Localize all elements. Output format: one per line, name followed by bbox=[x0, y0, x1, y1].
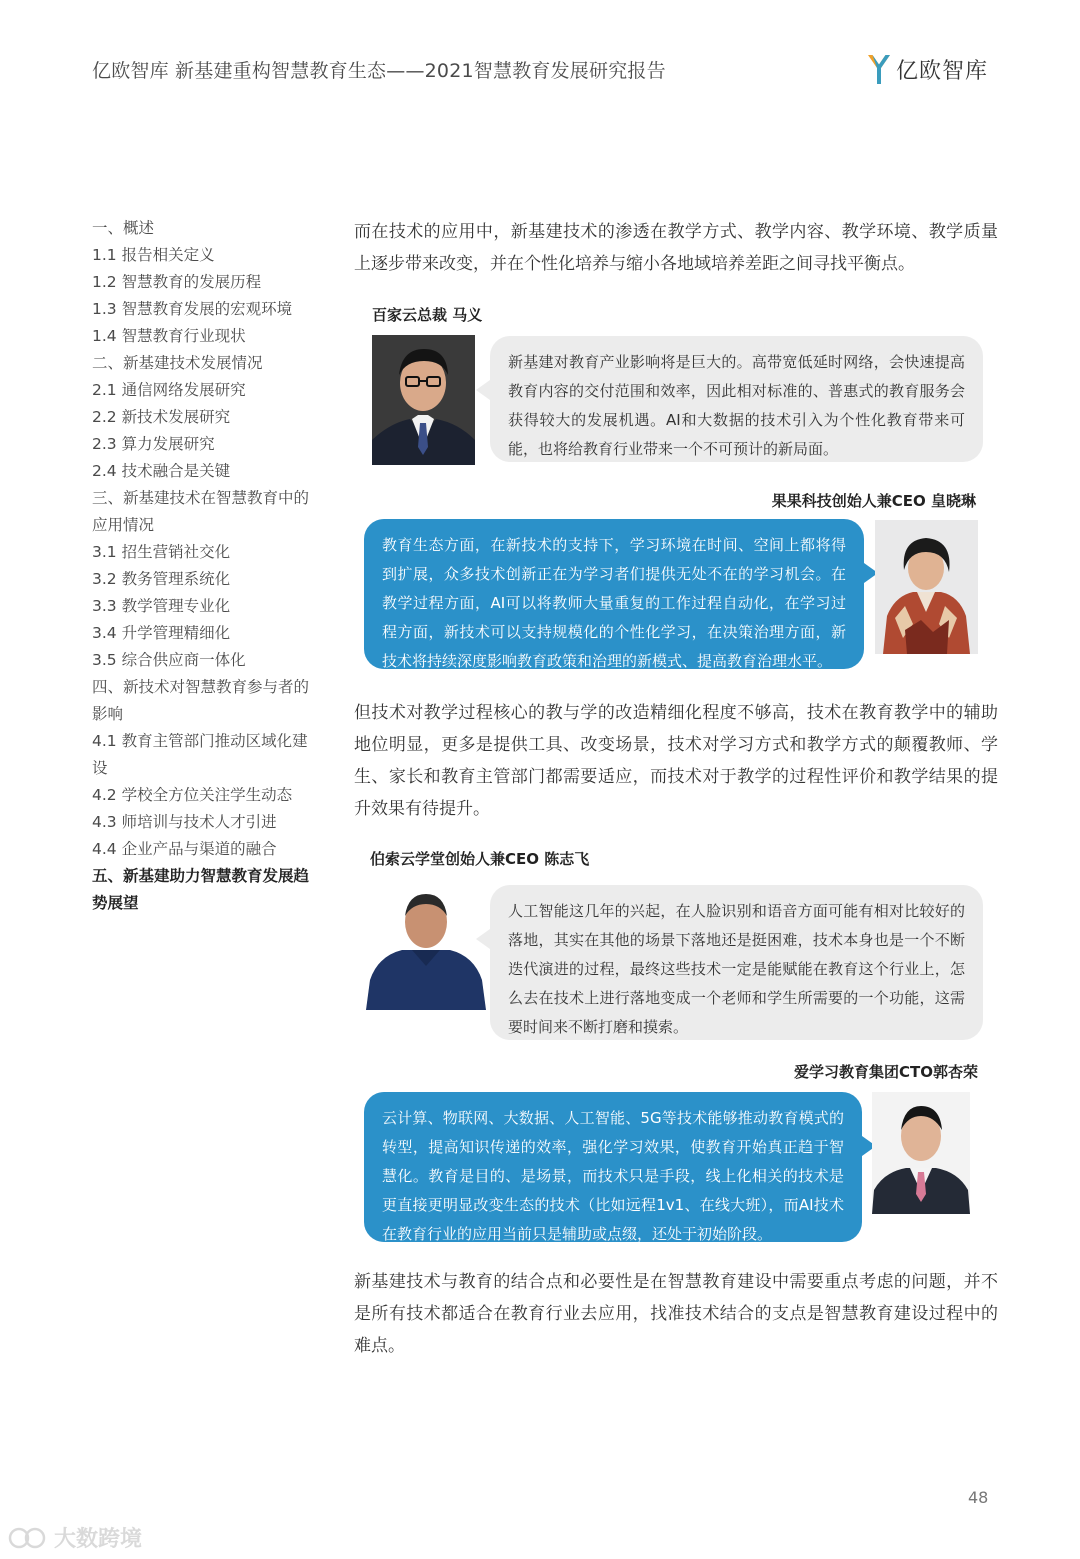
speaker-4-photo bbox=[872, 1092, 970, 1214]
middle-paragraph: 但技术对教学过程核心的教与学的改造精细化程度不够高，技术在教育教学中的辅助地位明显，更多是提供工具、改变场景，技术对学习方式和教学方式的颠覆教师、学生、家长和教育主管部门都需要适应，而技术对于教学的过程性评价和教学结果的提升效果有待提升。 bbox=[354, 703, 998, 819]
toc-item[interactable]: 二、新基建技术发展情况 bbox=[92, 354, 263, 372]
toc-item[interactable]: 三、新基建技术在智慧教育中的应用情况 bbox=[92, 489, 310, 534]
toc-item[interactable]: 3.3 教学管理专业化 bbox=[92, 597, 231, 615]
toc-item[interactable]: 4.4 企业产品与渠道的融合 bbox=[92, 840, 277, 858]
toc-item[interactable]: 2.2 新技术发展研究 bbox=[92, 408, 231, 426]
toc-item[interactable]: 4.1 教育主管部门推动区域化建设 bbox=[92, 732, 308, 777]
toc-item[interactable]: 3.4 升学管理精细化 bbox=[92, 624, 231, 642]
toc-item[interactable]: 3.5 综合供应商一体化 bbox=[92, 651, 246, 669]
toc-item[interactable]: 1.1 报告相关定义 bbox=[92, 246, 215, 264]
toc-item[interactable]: 4.3 师培训与技术人才引进 bbox=[92, 813, 277, 831]
toc-item[interactable]: 一、概述 bbox=[92, 219, 155, 237]
speaker-2-name: 果果科技创始人兼CEO 皇晓琳 bbox=[771, 492, 976, 510]
toc-item[interactable]: 1.3 智慧教育发展的宏观环境 bbox=[92, 300, 293, 318]
quote-2-bubble: 教育生态方面，在新技术的支持下，学习环境在时间、空间上都将得到扩展，众多技术创新正在为学习者们提供无处不在的学习机会。在教学过程方面，AI可以将教师大量重复的工作过程自动化，在学习过程方面，新技术可以支持规模化的个性化学习，在决策治理方面，新技术将持续深度影响教育政策和治理的新模式、提高教育治理水平。 bbox=[364, 519, 864, 669]
speaker-4-name: 爱学习教育集团CTO郭杏荣 bbox=[794, 1063, 978, 1081]
toc-item[interactable]: 1.4 智慧教育行业现状 bbox=[92, 327, 246, 345]
speaker-1-photo bbox=[372, 335, 475, 465]
toc-item[interactable]: 3.1 招生营销社交化 bbox=[92, 543, 231, 561]
speaker-2-photo bbox=[875, 520, 978, 654]
speaker-1-name: 百家云总裁 马义 bbox=[372, 306, 483, 324]
intro-paragraph: 而在技术的应用中，新基建技术的渗透在教学方式、教学内容、教学环境、教学质量上逐步带来改变，并在个性化培养与缩小各地域培养差距之间寻找平衡点。 bbox=[354, 222, 998, 274]
quote-3-bubble: 人工智能这几年的兴起，在人脸识别和语音方面可能有相对比较好的落地，其实在其他的场景下落地还是挺困难，技术本身也是一个不断迭代演进的过程，最终这些技术一定是能赋能在教育这个行业上，怎么去在技术上进行落地变成一个老师和学生所需要的一个功能，这需要时间来不断打磨和摸索。 bbox=[490, 885, 983, 1040]
toc-item[interactable]: 4.2 学校全方位关注学生动态 bbox=[92, 786, 293, 804]
table-of-contents bbox=[92, 215, 322, 917]
logo-text: 亿欧智库 bbox=[896, 58, 989, 84]
toc-item[interactable]: 2.4 技术融合是关键 bbox=[92, 462, 231, 480]
toc-item[interactable]: 1.2 智慧教育的发展历程 bbox=[92, 273, 262, 291]
watermark bbox=[8, 1522, 142, 1553]
toc-item[interactable]: 五、新基建助力智慧教育发展趋势展望 bbox=[92, 867, 310, 912]
page-number: 48 bbox=[968, 1488, 989, 1507]
conclusion-paragraph: 新基建技术与教育的结合点和必要性是在智慧教育建设中需要重点考虑的问题，并不是所有技术都适合在教育行业去应用，找准技术结合的支点是智慧教育建设过程中的难点。 bbox=[354, 1272, 998, 1356]
yiou-logo bbox=[866, 52, 988, 86]
watermark-text: 大数跨境 bbox=[54, 1527, 143, 1552]
quote-1-bubble: 新基建对教育产业影响将是巨大的。高带宽低延时网络，会快速提高教育内容的交付范围和效率，因此相对标准的、普惠式的教育服务会获得较大的发展机遇。AI和大数据的技术引入为个性化教育带来可能，也将给教育行业带来一个不可预计的新局面。 bbox=[490, 336, 983, 462]
toc-item[interactable]: 2.3 算力发展研究 bbox=[92, 435, 215, 453]
toc-item[interactable]: 四、新技术对智慧教育参与者的影响 bbox=[92, 678, 310, 723]
report-header-title: 亿欧智库 新基建重构智慧教育生态——2021智慧教育发展研究报告 bbox=[92, 60, 666, 82]
quote-4-bubble: 云计算、物联网、大数据、人工智能、5G等技术能够推动教育模式的转型，提高知识传递的效率，强化学习效果，使教育开始真正趋于智慧化。教育是目的、是场景，而技术只是手段，线上化相关的技术是更直接更明显改变生态的技术（比如远程1v1、在线大班），而AI技术在教育行业的应用当前只是辅助或点缀，还处于初始阶段。 bbox=[364, 1092, 862, 1242]
watermark-icon bbox=[8, 1525, 48, 1551]
speaker-3-name: 伯索云学堂创始人兼CEO 陈志飞 bbox=[370, 850, 590, 868]
yiou-logo-icon bbox=[866, 52, 892, 86]
toc-item[interactable]: 2.1 通信网络发展研究 bbox=[92, 381, 246, 399]
speaker-3-photo bbox=[362, 882, 490, 1010]
toc-item[interactable]: 3.2 教务管理系统化 bbox=[92, 570, 231, 588]
